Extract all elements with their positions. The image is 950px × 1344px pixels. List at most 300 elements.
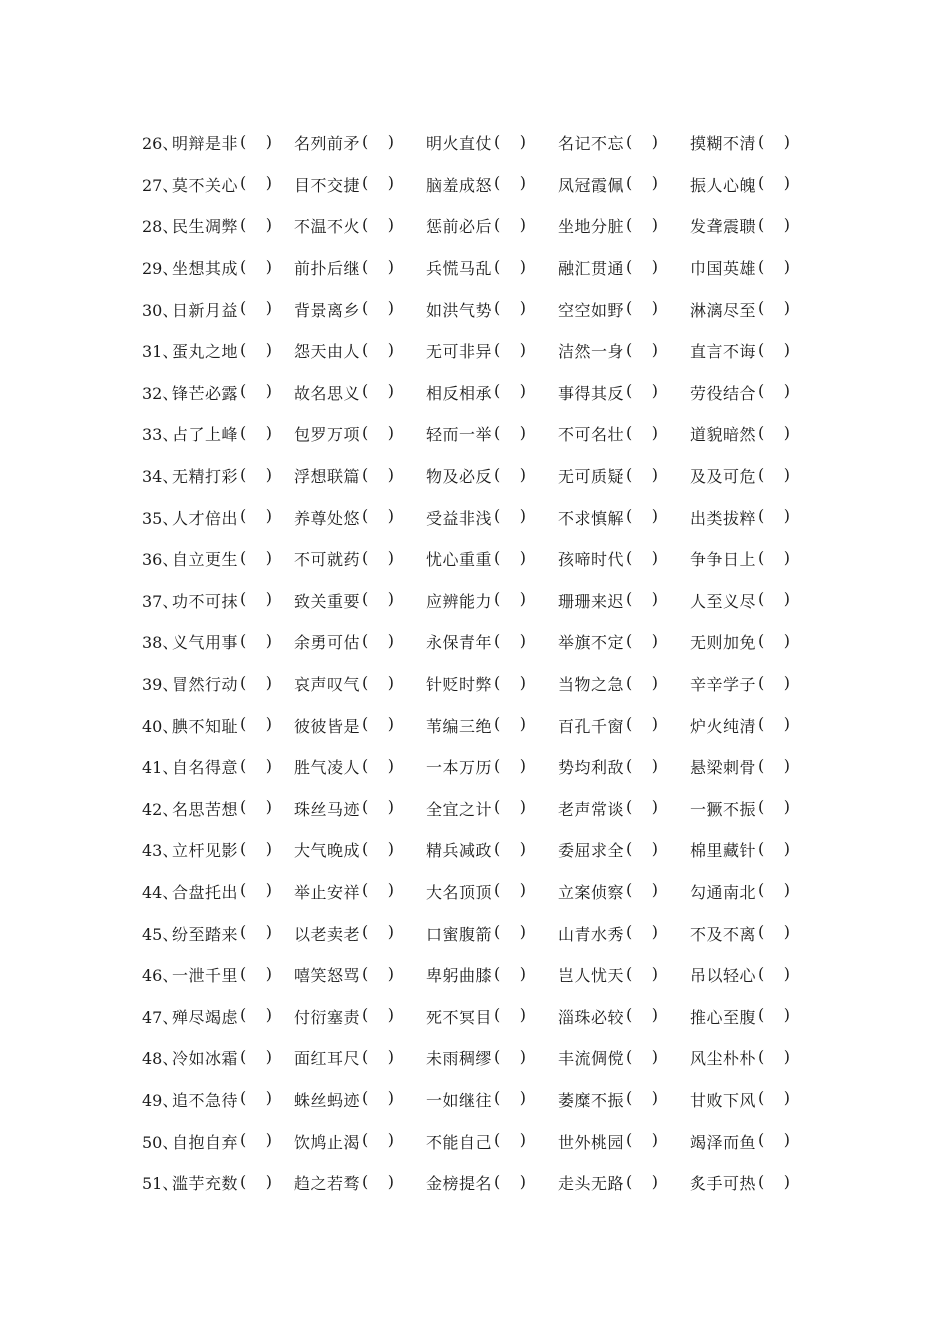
answer-blank[interactable] — [360, 798, 400, 818]
idiom-text: 精兵减政 — [426, 841, 493, 861]
open-paren: ( — [494, 630, 501, 650]
idiom-item — [558, 339, 690, 362]
idiom-text: 一本万历 — [426, 758, 493, 778]
answer-blank[interactable] — [756, 466, 796, 486]
answer-blank[interactable] — [756, 757, 796, 777]
close-paren: ) — [387, 506, 395, 526]
row-items — [172, 755, 822, 778]
answer-blank[interactable] — [360, 757, 400, 777]
answer-blank[interactable] — [238, 216, 278, 236]
idiom-text: 洁然一身 — [558, 342, 625, 362]
idiom-text: 坐地分脏 — [558, 217, 625, 237]
idiom-item — [172, 464, 294, 487]
answer-blank[interactable] — [492, 923, 532, 943]
close-paren: ) — [519, 589, 527, 609]
answer-blank[interactable] — [756, 174, 796, 194]
answer-blank[interactable] — [360, 840, 400, 860]
open-paren: ( — [758, 256, 765, 276]
idiom-item — [690, 714, 822, 737]
answer-blank[interactable] — [238, 715, 278, 735]
idiom-text: 忧心重重 — [426, 550, 493, 570]
answer-blank[interactable] — [360, 674, 400, 694]
idiom-item — [426, 1088, 558, 1111]
answer-blank[interactable] — [492, 1006, 532, 1026]
idiom-item — [690, 1171, 822, 1194]
answer-blank[interactable] — [756, 632, 796, 652]
answer-blank[interactable] — [492, 1048, 532, 1068]
exercise-row — [142, 372, 814, 414]
answer-blank[interactable] — [492, 632, 532, 652]
row-number: 38、 — [142, 633, 179, 653]
answer-blank[interactable] — [624, 507, 664, 527]
answer-blank[interactable] — [756, 1131, 796, 1151]
row-number: 48、 — [142, 1049, 179, 1069]
idiom-item — [426, 298, 558, 321]
idiom-text: 人才倍出 — [172, 508, 239, 528]
open-paren: ( — [240, 464, 247, 484]
answer-blank[interactable] — [756, 590, 796, 610]
idiom-item — [558, 1088, 690, 1111]
answer-blank[interactable] — [624, 466, 664, 486]
answer-blank[interactable] — [492, 216, 532, 236]
close-paren: ) — [519, 256, 527, 276]
answer-blank[interactable] — [756, 341, 796, 361]
answer-blank[interactable] — [360, 382, 400, 402]
close-paren: ) — [519, 963, 527, 983]
idiom-text: 自名得意 — [172, 758, 239, 778]
answer-blank[interactable] — [238, 1089, 278, 1109]
exercise-row — [142, 122, 814, 164]
idiom-item — [294, 131, 426, 154]
answer-blank[interactable] — [360, 1173, 400, 1193]
idiom-item — [426, 464, 558, 487]
answer-blank[interactable] — [756, 424, 796, 444]
idiom-item — [294, 630, 426, 653]
answer-blank[interactable] — [360, 258, 400, 278]
answer-blank[interactable] — [492, 174, 532, 194]
open-paren: ( — [494, 922, 501, 942]
answer-blank[interactable] — [238, 133, 278, 153]
answer-blank[interactable] — [756, 1048, 796, 1068]
idiom-item — [172, 547, 294, 570]
answer-blank[interactable] — [624, 1048, 664, 1068]
idiom-item — [172, 672, 294, 695]
close-paren: ) — [519, 1088, 527, 1108]
answer-blank[interactable] — [624, 258, 664, 278]
idiom-text: 不及不离 — [690, 924, 757, 944]
open-paren: ( — [240, 838, 247, 858]
idiom-item — [690, 298, 822, 321]
answer-blank[interactable] — [624, 174, 664, 194]
idiom-text: 口蜜腹箭 — [426, 924, 493, 944]
open-paren: ( — [494, 506, 501, 526]
row-items — [172, 506, 822, 529]
answer-blank[interactable] — [238, 965, 278, 985]
idiom-item — [558, 298, 690, 321]
answer-blank[interactable] — [756, 216, 796, 236]
open-paren: ( — [626, 630, 633, 650]
idiom-item — [690, 880, 822, 903]
row-items — [172, 214, 822, 237]
open-paren: ( — [362, 755, 369, 775]
answer-blank[interactable] — [360, 466, 400, 486]
answer-blank[interactable] — [492, 715, 532, 735]
open-paren: ( — [494, 339, 501, 359]
answer-blank[interactable] — [624, 216, 664, 236]
answer-blank[interactable] — [756, 299, 796, 319]
answer-blank[interactable] — [756, 798, 796, 818]
answer-blank[interactable] — [238, 632, 278, 652]
answer-blank[interactable] — [624, 299, 664, 319]
open-paren: ( — [362, 797, 369, 817]
idiom-text: 势均利敌 — [558, 758, 625, 778]
answer-blank[interactable] — [238, 1131, 278, 1151]
close-paren: ) — [651, 922, 659, 942]
answer-blank[interactable] — [756, 258, 796, 278]
close-paren: ) — [265, 922, 273, 942]
open-paren: ( — [626, 464, 633, 484]
idiom-item — [558, 1046, 690, 1069]
close-paren: ) — [387, 589, 395, 609]
answer-blank[interactable] — [756, 507, 796, 527]
answer-blank[interactable] — [492, 1089, 532, 1109]
open-paren: ( — [758, 214, 765, 234]
answer-blank[interactable] — [238, 1173, 278, 1193]
idiom-item — [426, 214, 558, 237]
idiom-text: 前扑后继 — [294, 259, 361, 279]
answer-blank[interactable] — [238, 1006, 278, 1026]
idiom-item — [558, 797, 690, 820]
answer-blank[interactable] — [756, 840, 796, 860]
idiom-text: 明辩是非 — [172, 134, 239, 154]
close-paren: ) — [265, 1005, 273, 1025]
row-number: 42、 — [142, 799, 179, 819]
open-paren: ( — [626, 797, 633, 817]
answer-blank[interactable] — [238, 466, 278, 486]
idiom-text: 受益非浅 — [426, 508, 493, 528]
exercise-row — [142, 829, 814, 871]
idiom-item — [294, 755, 426, 778]
answer-blank[interactable] — [360, 632, 400, 652]
idiom-item — [172, 963, 294, 986]
row-number: 30、 — [142, 300, 179, 320]
idiom-item — [558, 630, 690, 653]
answer-blank[interactable] — [360, 424, 400, 444]
answer-blank[interactable] — [492, 424, 532, 444]
idiom-item — [690, 1046, 822, 1069]
open-paren: ( — [494, 880, 501, 900]
answer-blank[interactable] — [360, 1131, 400, 1151]
answer-blank[interactable] — [624, 757, 664, 777]
idiom-text: 淄珠必较 — [558, 1007, 625, 1027]
open-paren: ( — [362, 506, 369, 526]
answer-blank[interactable] — [756, 549, 796, 569]
answer-blank[interactable] — [360, 341, 400, 361]
idiom-text: 背景离乡 — [294, 300, 361, 320]
open-paren: ( — [758, 797, 765, 817]
idiom-item — [558, 131, 690, 154]
idiom-item — [558, 256, 690, 279]
idiom-item — [294, 1005, 426, 1028]
open-paren: ( — [758, 880, 765, 900]
answer-blank[interactable] — [624, 798, 664, 818]
row-items — [172, 838, 822, 861]
open-paren: ( — [494, 963, 501, 983]
answer-blank[interactable] — [360, 715, 400, 735]
idiom-text: 炙手可热 — [690, 1174, 757, 1194]
idiom-text: 卑躬曲膝 — [426, 966, 493, 986]
idiom-item — [172, 1005, 294, 1028]
answer-blank[interactable] — [238, 507, 278, 527]
answer-blank[interactable] — [492, 590, 532, 610]
close-paren: ) — [265, 755, 273, 775]
answer-blank[interactable] — [492, 341, 532, 361]
close-paren: ) — [651, 464, 659, 484]
answer-blank[interactable] — [492, 466, 532, 486]
open-paren: ( — [494, 838, 501, 858]
answer-blank[interactable] — [360, 1048, 400, 1068]
answer-blank[interactable] — [492, 965, 532, 985]
idiom-item — [690, 422, 822, 445]
answer-blank[interactable] — [624, 674, 664, 694]
row-number: 28、 — [142, 217, 179, 237]
idiom-item — [690, 838, 822, 861]
idiom-text: 针贬时弊 — [426, 675, 493, 695]
close-paren: ) — [265, 173, 273, 193]
exercise-row — [142, 496, 814, 538]
answer-blank[interactable] — [238, 382, 278, 402]
answer-blank[interactable] — [756, 674, 796, 694]
idiom-text: 趋之若骛 — [294, 1174, 361, 1194]
idiom-text: 无可质疑 — [558, 467, 625, 487]
close-paren: ) — [651, 1005, 659, 1025]
close-paren: ) — [783, 214, 791, 234]
answer-blank[interactable] — [624, 1173, 664, 1193]
open-paren: ( — [240, 1130, 247, 1150]
close-paren: ) — [265, 256, 273, 276]
answer-blank[interactable] — [492, 798, 532, 818]
answer-blank[interactable] — [624, 549, 664, 569]
open-paren: ( — [758, 339, 765, 359]
answer-blank[interactable] — [238, 258, 278, 278]
idiom-item — [690, 547, 822, 570]
close-paren: ) — [651, 963, 659, 983]
row-number: 35、 — [142, 508, 179, 528]
open-paren: ( — [494, 1005, 501, 1025]
row-number: 51、 — [142, 1174, 179, 1194]
answer-blank[interactable] — [756, 133, 796, 153]
idiom-text: 推心至腹 — [690, 1007, 757, 1027]
close-paren: ) — [387, 464, 395, 484]
idiom-text: 哀声叹气 — [294, 675, 361, 695]
answer-blank[interactable] — [624, 881, 664, 901]
idiom-text: 纷至踏来 — [172, 924, 239, 944]
answer-blank[interactable] — [756, 382, 796, 402]
open-paren: ( — [626, 256, 633, 276]
open-paren: ( — [626, 1046, 633, 1066]
idiom-text: 占了上峰 — [172, 425, 239, 445]
answer-blank[interactable] — [238, 674, 278, 694]
answer-blank[interactable] — [492, 1131, 532, 1151]
exercise-row — [142, 1162, 814, 1204]
answer-blank[interactable] — [492, 881, 532, 901]
answer-blank[interactable] — [360, 881, 400, 901]
answer-blank[interactable] — [624, 424, 664, 444]
answer-blank[interactable] — [492, 757, 532, 777]
idiom-item — [426, 963, 558, 986]
answer-blank[interactable] — [238, 798, 278, 818]
close-paren: ) — [651, 298, 659, 318]
close-paren: ) — [387, 630, 395, 650]
open-paren: ( — [626, 1171, 633, 1191]
answer-blank[interactable] — [492, 507, 532, 527]
idiom-item — [558, 464, 690, 487]
open-paren: ( — [626, 339, 633, 359]
close-paren: ) — [783, 131, 791, 151]
answer-blank[interactable] — [360, 1006, 400, 1026]
idiom-text: 孩啼时代 — [558, 550, 625, 570]
close-paren: ) — [519, 838, 527, 858]
answer-blank[interactable] — [624, 632, 664, 652]
close-paren: ) — [783, 714, 791, 734]
answer-blank[interactable] — [492, 549, 532, 569]
open-paren: ( — [240, 880, 247, 900]
close-paren: ) — [265, 963, 273, 983]
answer-blank[interactable] — [238, 757, 278, 777]
answer-blank[interactable] — [238, 590, 278, 610]
answer-blank[interactable] — [238, 341, 278, 361]
answer-blank[interactable] — [492, 299, 532, 319]
answer-blank[interactable] — [360, 923, 400, 943]
answer-blank[interactable] — [624, 382, 664, 402]
answer-blank[interactable] — [624, 341, 664, 361]
open-paren: ( — [494, 298, 501, 318]
answer-blank[interactable] — [360, 507, 400, 527]
answer-blank[interactable] — [360, 174, 400, 194]
answer-blank[interactable] — [360, 1089, 400, 1109]
answer-blank[interactable] — [624, 1006, 664, 1026]
idiom-item — [558, 1171, 690, 1194]
idiom-text: 融汇贯通 — [558, 259, 625, 279]
open-paren: ( — [362, 589, 369, 609]
idiom-item — [690, 173, 822, 196]
open-paren: ( — [626, 672, 633, 692]
open-paren: ( — [362, 922, 369, 942]
answer-blank[interactable] — [238, 881, 278, 901]
idiom-item — [426, 131, 558, 154]
close-paren: ) — [387, 256, 395, 276]
answer-blank[interactable] — [492, 840, 532, 860]
answer-blank[interactable] — [756, 1173, 796, 1193]
answer-blank[interactable] — [360, 299, 400, 319]
close-paren: ) — [519, 797, 527, 817]
answer-blank[interactable] — [756, 1006, 796, 1026]
close-paren: ) — [387, 173, 395, 193]
open-paren: ( — [240, 381, 247, 401]
answer-blank[interactable] — [238, 174, 278, 194]
close-paren: ) — [519, 339, 527, 359]
answer-blank[interactable] — [238, 840, 278, 860]
row-items — [172, 339, 822, 362]
open-paren: ( — [240, 506, 247, 526]
answer-blank[interactable] — [756, 1089, 796, 1109]
open-paren: ( — [494, 714, 501, 734]
idiom-text: 发聋震聩 — [690, 217, 757, 237]
answer-blank[interactable] — [360, 549, 400, 569]
answer-blank[interactable] — [360, 216, 400, 236]
answer-blank[interactable] — [624, 923, 664, 943]
close-paren: ) — [387, 547, 395, 567]
answer-blank[interactable] — [756, 881, 796, 901]
open-paren: ( — [626, 1088, 633, 1108]
close-paren: ) — [265, 630, 273, 650]
row-items — [172, 589, 822, 612]
answer-blank[interactable] — [624, 1089, 664, 1109]
answer-blank[interactable] — [756, 923, 796, 943]
answer-blank[interactable] — [492, 674, 532, 694]
answer-blank[interactable] — [238, 923, 278, 943]
answer-blank[interactable] — [624, 840, 664, 860]
idiom-text: 怨天由人 — [294, 342, 361, 362]
idiom-item — [558, 506, 690, 529]
answer-blank[interactable] — [624, 133, 664, 153]
answer-blank[interactable] — [492, 1173, 532, 1193]
answer-blank[interactable] — [624, 590, 664, 610]
answer-blank[interactable] — [492, 382, 532, 402]
answer-blank[interactable] — [624, 715, 664, 735]
answer-blank[interactable] — [492, 133, 532, 153]
answer-blank[interactable] — [492, 258, 532, 278]
answer-blank[interactable] — [360, 965, 400, 985]
idiom-item — [172, 880, 294, 903]
idiom-item — [690, 1005, 822, 1028]
close-paren: ) — [265, 589, 273, 609]
answer-blank[interactable] — [238, 549, 278, 569]
answer-blank[interactable] — [624, 1131, 664, 1151]
idiom-text: 蛛丝蚂迹 — [294, 1090, 361, 1110]
answer-blank[interactable] — [360, 590, 400, 610]
idiom-item — [558, 173, 690, 196]
open-paren: ( — [758, 381, 765, 401]
exercise-row — [142, 1037, 814, 1079]
answer-blank[interactable] — [624, 965, 664, 985]
row-items — [172, 422, 822, 445]
answer-blank[interactable] — [756, 715, 796, 735]
answer-blank[interactable] — [238, 424, 278, 444]
idiom-item — [172, 506, 294, 529]
idiom-text: 滥芋充数 — [172, 1174, 239, 1194]
answer-blank[interactable] — [238, 299, 278, 319]
row-items — [172, 1088, 822, 1111]
answer-blank[interactable] — [756, 965, 796, 985]
answer-blank[interactable] — [360, 133, 400, 153]
idiom-item — [172, 755, 294, 778]
close-paren: ) — [519, 131, 527, 151]
idiom-text: 名列前矛 — [294, 134, 361, 154]
idiom-item — [294, 672, 426, 695]
open-paren: ( — [626, 422, 633, 442]
open-paren: ( — [362, 630, 369, 650]
open-paren: ( — [362, 1130, 369, 1150]
answer-blank[interactable] — [238, 1048, 278, 1068]
row-number: 39、 — [142, 675, 179, 695]
row-number: 46、 — [142, 966, 179, 986]
idiom-item — [558, 922, 690, 945]
close-paren: ) — [783, 506, 791, 526]
idiom-text: 饮鸠止渴 — [294, 1132, 361, 1152]
idiom-text: 岂人忧天 — [558, 966, 625, 986]
close-paren: ) — [519, 755, 527, 775]
